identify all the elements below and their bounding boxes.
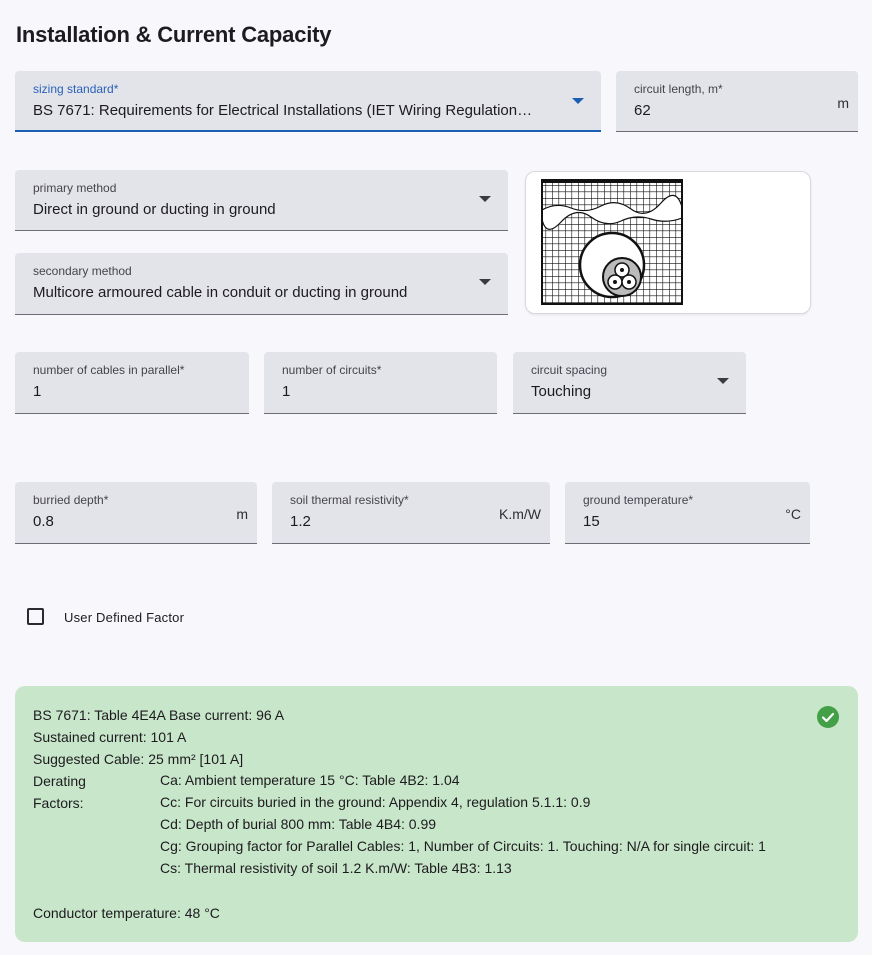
secondary-method-value: Multicore armoured cable in conduit or ducting in ground [33,284,408,301]
buried-depth-field[interactable] [15,482,257,544]
installation-method-diagram [525,171,811,314]
derating-label: Derating [33,773,86,789]
soil-thermal-resistivity-field[interactable] [272,482,550,544]
cables-in-parallel-value: 1 [33,383,42,400]
primary-method-label: primary method [33,181,117,195]
secondary-method-label: secondary method [33,264,132,278]
circuit-length-unit: m [837,95,849,111]
factors-label: Factors: [33,795,84,811]
number-of-circuits-field[interactable] [264,352,497,414]
factor-cs: Cs: Thermal resistivity of soil 1.2 K.m/W: Table 4B3: 1.13 [160,860,512,876]
chevron-down-icon[interactable] [479,196,491,202]
page-title: Installation & Current Capacity [16,22,332,47]
sizing-standard-select[interactable] [15,71,601,132]
circuit-length-value: 62 [634,102,651,119]
factor-cc: Cc: For circuits buried in the ground: Appendix 4, regulation 5.1.1: 0.9 [160,794,591,810]
result-panel [15,686,858,942]
base-current-text: BS 7671: Table 4E4A Base current: 96 A [33,707,285,723]
factor-cd: Cd: Depth of burial 800 mm: Table 4B4: 0.99 [160,816,437,832]
chevron-down-icon[interactable] [479,279,491,285]
number-of-circuits-value: 1 [282,383,291,400]
primary-method-select[interactable] [15,170,508,231]
soil-thermal-resistivity-value: 1.2 [290,513,311,530]
ground-temperature-unit: °C [785,506,801,522]
soil-thermal-resistivity-label: soil thermal resistivity* [290,493,409,507]
derating-factors-list [160,769,800,879]
cables-in-parallel-field[interactable] [15,352,249,414]
ground-temperature-label: ground temperature* [583,493,694,507]
cables-in-parallel-label: number of cables in parallel* [33,363,185,377]
factor-ca: Ca: Ambient temperature 15 °C: Table 4B2: 1.04 [160,772,460,788]
buried-depth-label: burried depth* [33,493,109,507]
buried-depth-unit: m [236,506,248,522]
user-defined-factor-label: User Defined Factor [64,610,185,625]
number-of-circuits-label: number of circuits* [282,363,382,377]
suggested-cable-text: Suggested Cable: 25 mm² [101 A] [33,751,244,767]
check-circle-icon [817,706,839,728]
circuit-spacing-value: Touching [531,383,592,400]
circuit-spacing-select[interactable] [513,352,746,414]
circuit-length-field[interactable] [616,71,858,132]
secondary-method-select[interactable] [15,253,508,315]
factor-cg: Cg: Grouping factor for Parallel Cables: 1, Number of Circuits: 1. Touching: N/A for single circuit: 1 [160,838,766,854]
sizing-standard-label: sizing standard* [33,82,119,96]
chevron-down-icon[interactable] [572,98,584,104]
ground-temperature-field[interactable] [565,482,810,544]
conductor-temperature-text: Conductor temperature: 48 °C [33,905,220,921]
circuit-length-label: circuit length, m* [634,82,723,96]
sizing-standard-value: BS 7671: Requirements for Electrical Installations (IET Wiring Regulation… [33,102,533,119]
buried-depth-value: 0.8 [33,513,54,530]
circuit-spacing-label: circuit spacing [531,363,608,377]
primary-method-value: Direct in ground or ducting in ground [33,201,276,218]
soil-thermal-resistivity-unit: K.m/W [499,506,541,522]
user-defined-factor-checkbox[interactable] [27,608,44,625]
ground-temperature-value: 15 [583,513,600,530]
chevron-down-icon[interactable] [717,378,729,384]
buried-conduit-illustration [526,172,810,313]
sustained-current-text: Sustained current: 101 A [33,729,187,745]
